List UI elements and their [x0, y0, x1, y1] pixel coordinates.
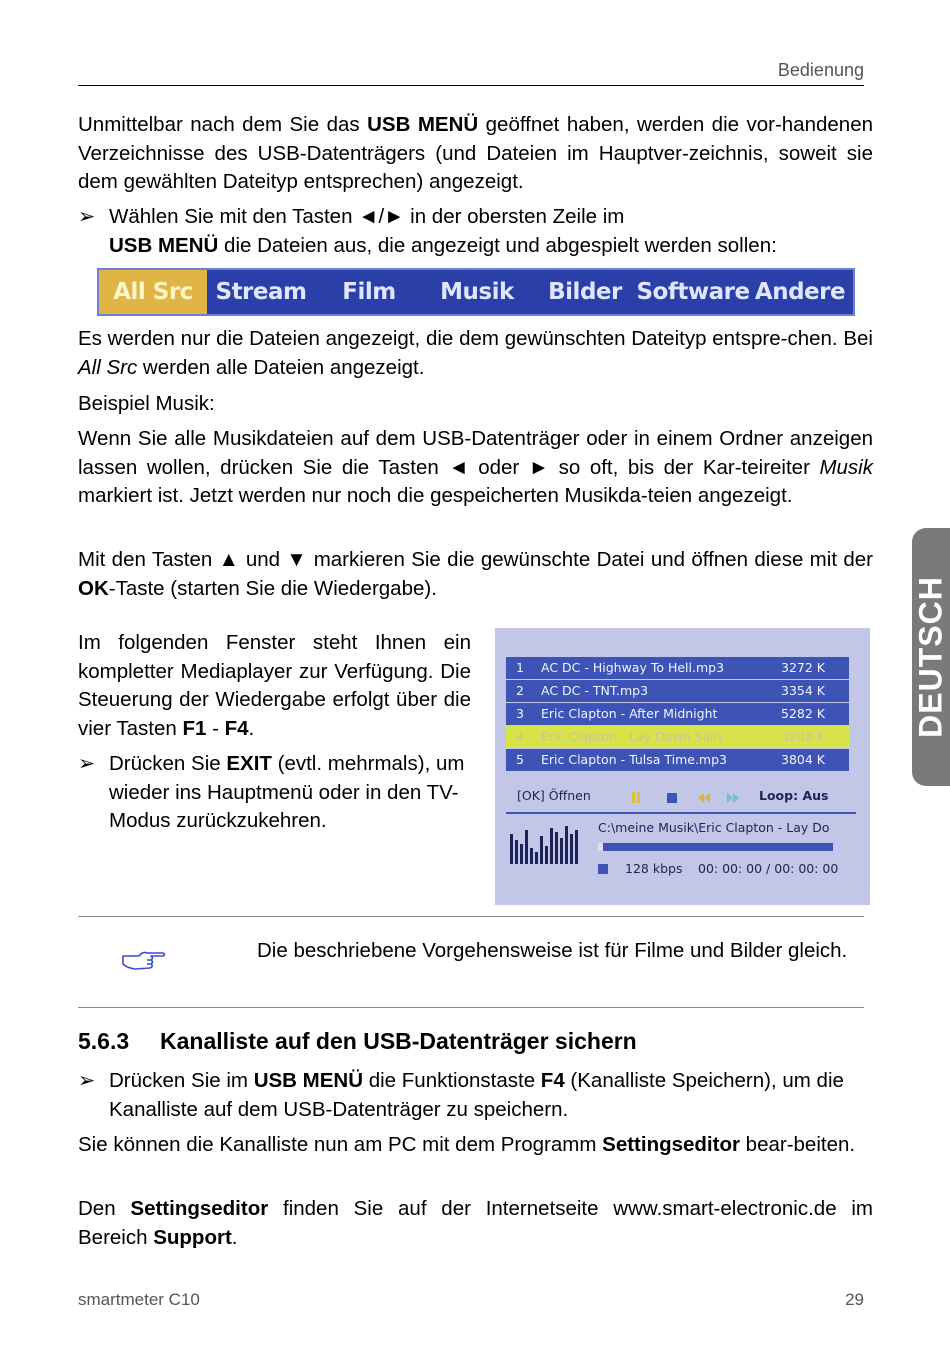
running-header: Bedienung	[777, 60, 864, 80]
pointing-hand-icon	[121, 947, 167, 973]
header-rule	[78, 85, 864, 86]
paragraph-mediaplayer: Im folgenden Fenster steht Ihnen ein kompletter Mediaplayer zur Verfügung. Die Steuerung der Wiedergabe erfolgt über die vier Tasten F1 - F4.	[78, 631, 471, 740]
footer-page-number: 29	[845, 1290, 864, 1309]
tab-bilder: Bilder	[548, 279, 622, 305]
language-side-tab-label: DEUTSCH	[912, 576, 949, 738]
playlist-row-selected: 4 Eric Clapton - Lay Down Sally 3208 K	[506, 726, 849, 748]
bullet-save-channel-list: ➢ Drücken Sie im USB MENÜ die Funktionstaste F4 (Kanalliste Speichern), um die Kanalliste auf dem USB-Datenträger zu speichern.	[78, 1069, 844, 1121]
bullet-marker: ➢	[78, 752, 96, 775]
playlist-row: 3 Eric Clapton - After Midnight 5282 K	[506, 703, 849, 725]
rewind-icon	[698, 793, 710, 803]
bullet-select-tab: ➢ Wählen Sie mit den Tasten ◄/► in der obersten Zeile im USB MENÜ die Dateien aus, die angezeigt und abgespielt werden sollen:	[78, 205, 777, 257]
note-top-rule	[78, 916, 864, 917]
ok-open-label: [OK] Öffnen	[517, 788, 591, 803]
note-bottom-rule	[78, 1007, 864, 1008]
paragraph-music: Wenn Sie alle Musikdateien auf dem USB-Datenträger oder in einem Ordner anzeigen lassen wollen, drücken Sie die Tasten ◄ oder ► so oft, bis der Kar-teireiter Musik markiert ist. Jetzt werden nur noch die gespeicherten Musikda-teien angezeigt.	[78, 427, 873, 507]
tab-musik: Musik	[440, 279, 514, 305]
tab-software: Software	[636, 279, 750, 305]
bullet-exit: ➢ Drücken Sie EXIT (evtl. mehrmals), um wieder ins Hauptmenü oder in den TV-Modus zurückzukehren.	[78, 752, 465, 832]
media-player-screenshot	[495, 628, 870, 905]
paragraph-download: Den Settingseditor finden Sie auf der Internetseite www.smart-electronic.de im Bereich Support.	[78, 1197, 873, 1249]
playlist	[506, 657, 849, 774]
paragraph-filter: Es werden nur die Dateien angezeigt, die dem gewünschten Dateityp entspre-chen. Bei All Src werden alle Dateien angezeigt.	[78, 327, 873, 379]
progress-fill	[598, 843, 603, 851]
player-controls	[495, 788, 870, 808]
paragraph-select-file: Mit den Tasten ▲ und ▼ markieren Sie die gewünschte Datei und öffnen diese mit der OK-Taste (starten Sie die Wiedergabe).	[78, 548, 873, 600]
footer-product: smartmeter C10	[78, 1290, 200, 1309]
progress-bar	[598, 843, 833, 851]
tab-all-src: All Src	[99, 270, 207, 314]
transport-icons	[632, 791, 742, 805]
usb-menu-tab-bar	[97, 268, 855, 316]
fast-forward-icon	[727, 793, 739, 803]
note-text: Die beschriebene Vorgehensweise ist für Filme und Bilder gleich.	[257, 939, 848, 962]
pause-icon	[632, 792, 640, 803]
loop-label: Loop: Aus	[759, 788, 829, 803]
equalizer-icon	[510, 822, 585, 864]
paragraph-intro: Unmittelbar nach dem Sie das USB MENÜ geöffnet haben, werden die vor-handenen Verzeichnisse des USB-Datenträgers (und Dateien im Hauptver-zeichnis, soweit sie dem gewählten Dateityp entsprechen) angezeigt.	[78, 113, 873, 193]
tab-stream: Stream	[215, 279, 307, 305]
player-divider	[506, 812, 856, 814]
tab-film: Film	[342, 279, 396, 305]
play-time: 00: 00: 00 / 00: 00: 00	[698, 861, 839, 876]
stop-square-icon	[598, 864, 608, 874]
bitrate: 128 kbps	[625, 861, 683, 876]
playlist-row: 2 AC DC - TNT.mp3 3354 K	[506, 680, 849, 702]
stop-icon	[667, 793, 677, 803]
playlist-row: 1 AC DC - Highway To Hell.mp3 3272 K	[506, 657, 849, 679]
section-title: Kanalliste auf den USB-Datenträger sichern	[160, 1028, 637, 1054]
tab-andere: Andere	[754, 279, 846, 305]
file-path: C:\meine Musik\Eric Clapton - Lay Do	[598, 820, 830, 835]
bullet-marker: ➢	[78, 1069, 96, 1092]
playlist-row: 5 Eric Clapton - Tulsa Time.mp3 3804 K	[506, 749, 849, 771]
section-number: 5.6.3	[78, 1028, 130, 1054]
paragraph-settingseditor: Sie können die Kanalliste nun am PC mit dem Programm Settingseditor bear-beiten.	[78, 1133, 856, 1156]
paragraph-example: Beispiel Musik:	[78, 392, 215, 415]
bullet-marker: ➢	[78, 205, 96, 228]
